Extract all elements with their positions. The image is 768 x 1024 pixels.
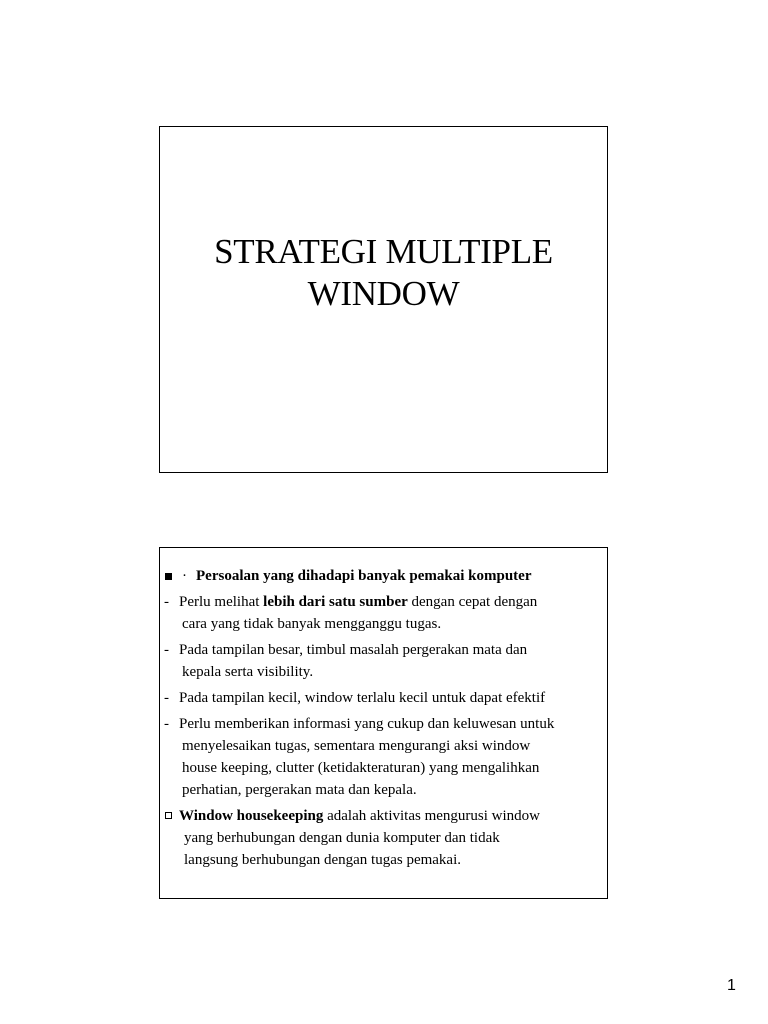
list-item [164,713,599,801]
item-text: Pada tampilan kecil, window terlalu kecil untuk dapat efektif [179,690,546,706]
item-bold-text: lebih dari satu sumber [263,594,408,610]
slide-title [160,231,607,315]
list-item [164,805,599,871]
content-slide [159,547,608,899]
dash-bullet: - [164,642,169,658]
section-heading [164,565,599,591]
dash-bullet: - [164,716,169,732]
checkbox-bullet-icon [165,812,172,819]
square-bullet-icon [165,573,172,580]
dash-bullet: - [164,690,169,706]
item-bold-text: Window housekeeping [179,808,324,824]
dash-bullet: - [164,594,169,610]
item-text: dengan cepat dengan [407,594,538,610]
dot-bullet-icon: · [182,568,187,584]
page-number: 1 [727,977,736,994]
item-continuation: perhatian, pergerakan mata dan kepala. [182,782,417,798]
item-continuation: kepala serta visibility. [182,664,314,680]
list-item [164,639,599,683]
item-continuation: cara yang tidak banyak mengganggu tugas. [182,616,442,632]
item-continuation: house keeping, clutter (ketidakteraturan) yang mengalihkan [182,760,540,776]
list-item [164,591,599,635]
slide-title-line-1: STRATEGI MULTIPLE [214,232,553,271]
item-continuation: yang berhubungan dengan dunia komputer dan tidak [184,830,500,846]
title-slide [159,126,608,473]
item-text: Perlu memberikan informasi yang cukup dan keluwesan untuk [179,716,555,732]
item-text: Pada tampilan besar, timbul masalah pergerakan mata dan [179,642,528,658]
item-text: adalah aktivitas mengurusi window [323,808,540,824]
item-continuation: menyelesaikan tugas, sementara mengurangi aksi window [182,738,531,754]
item-continuation: langsung berhubungan dengan tugas pemakai. [184,852,462,868]
list-item [164,687,599,709]
slide-title-line-2: WINDOW [307,274,460,313]
section-heading-text: Persoalan yang dihadapi banyak pemakai komputer [196,568,532,584]
item-text: Perlu melihat [179,594,264,610]
slide-content [164,565,599,871]
